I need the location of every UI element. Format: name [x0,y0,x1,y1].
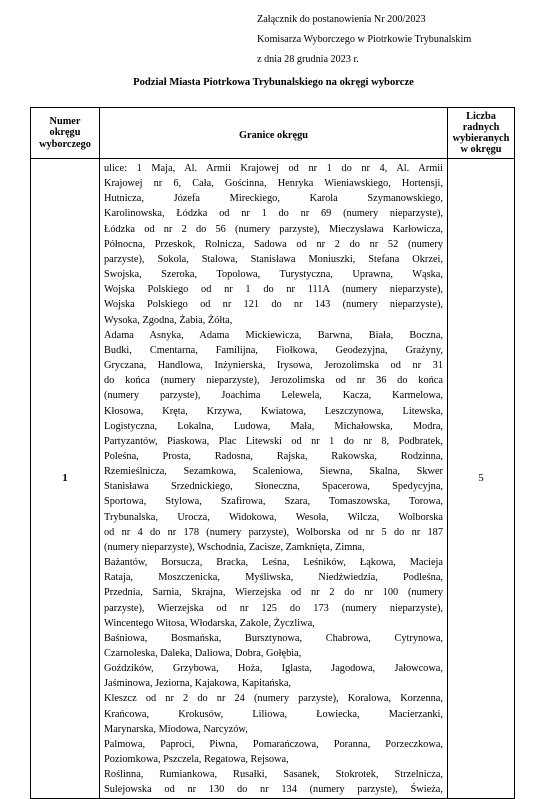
boundary-text [104,161,443,798]
header-line: w okręgu [460,144,502,156]
header-line: Numer [49,116,81,128]
header-councillors-count [448,108,515,159]
district-number: 1 [31,159,100,799]
boundary-line: Stanisława Srzednickiego, Słoneczna, Spacerowa, Spedycyjna, [104,481,443,493]
boundary-line: Wysoka, Zgodna, Żabia, Żółta, [104,314,233,326]
boundary-line: (numery parzyste), Joachima Lelewela, Kacza, Karmelowa, [104,390,443,402]
boundary-line: Budki, Cmentarna, Familijna, Fiołkowa, Geodezyjna, Grażyny, [104,344,443,356]
boundary-line: Marynarska, Miodowa, Narcyzów, [104,723,248,735]
boundary-line: Łódzka od nr 2 do 56 (numery parzyste), Mieczysława Karłowicza, [104,223,443,235]
boundary-line: Przednia, Sarnia, Skrajna, Wierzejska od nr 2 do nr 100 (numery [104,587,443,599]
districts-table [30,107,515,799]
boundary-line: Wojska Polskiego od nr 1 do nr 111A (numery nieparzyste), [104,284,443,296]
boundary-line: Partyzantów, Piaskowa, Plac Litewski od nr 1 do nr 8, Podbratek, [104,435,443,447]
boundary-line: Roślinna, Rumiankowa, Rusałki, Sasanek, Stokrotek, Strzelnicza, [104,769,443,781]
boundary-line: do końca (numery nieparzyste), Jerozolimska od nr 36 do końca [104,375,443,387]
header-boundaries: Granice okręgu [100,108,448,159]
boundary-line: (numery nieparzyste), Wschodnia, Zacisze, Zamknięta, Zimna, [104,541,365,553]
boundary-line: Rataja, Moszczenicka, Myśliwska, Niedźwiedzia, Podleśna, [104,572,443,584]
boundary-line: Sportowa, Stylowa, Szafirowa, Szara, Tomaszowska, Torowa, [104,496,443,508]
header-line: wyborczego [39,138,91,150]
boundary-line: Krajowej nr 6, Cała, Gościnna, Henryka Wieniawskiego, Hortensji, [104,178,443,190]
boundary-line: Swojska, Szeroka, Topolowa, Turystyczna, Uprawna, Wąska, [104,269,443,281]
district-boundaries [100,159,448,799]
boundary-line: Rzemieślnicza, Sezamkowa, Scaleniowa, Siewna, Skalna, Skwer [104,466,443,478]
boundary-line: Czarnoleska, Daleka, Daliowa, Dobra, Gołębia, [104,648,302,659]
boundary-line: Jaśminowa, Jeziorna, Kajakowa, Kapitańska, [104,678,291,690]
boundary-line: Baśniowa, Bosmańska, Bursztynowa, Chabrowa, Cytrynowa, [104,632,443,644]
boundary-line: Poleśna, Prosta, Radosna, Rajska, Rakowska, Rodzinna, [104,450,443,462]
table-header-row [31,108,515,159]
table-row [31,159,515,799]
boundary-line: Logistyczna, Lokalna, Ludowa, Mała, Michałowska, Modra, [104,420,443,432]
boundary-line: Północna, Przeskok, Rolnicza, Sadowa od nr 2 do nr 52 (numery [104,238,443,250]
boundary-line: parzyste), Sokola, Stalowa, Stanisława Moniuszki, Stefana Okrzei, [104,253,443,265]
boundary-line: Gryczana, Handlowa, Inżynierska, Irysowa, Jerozolimska od nr 31 [104,360,443,372]
boundary-line: Poziomkowa, Pszczela, Regatowa, Rejsowa, [104,754,289,766]
header-line: wybieranych [452,133,510,144]
boundary-line: Adama Asnyka, Adama Mickiewicza, Barwna, Biała, Boczna, [104,329,443,341]
boundary-line: Goździków, Grzybowa, Hoża, Iglasta, Jagodowa, Jałowcowa, [104,663,443,675]
issuing-authority: Komisarza Wyborczego w Piotrkowie Trybunalskim [257,34,472,45]
boundary-line: parzyste), Wierzejska od nr 125 do 173 (numery nieparzyste), [104,602,443,614]
document-date: z dnia 28 grudnia 2023 r. [257,54,359,65]
boundary-line: Palmowa, Paproci, Piwna, Pomarańczowa, Poranna, Porzeczkowa, [104,738,443,750]
boundary-line: Wojska Polskiego od nr 121 do nr 143 (numery nieparzyste), [104,299,443,311]
boundary-line: ulice: 1 Maja, Al. Armii Krajowej od nr 1 do nr 4, Al. Armii [104,163,443,174]
document-title: Podział Miasta Piotrkowa Trybunalskiego na okręgi wyborcze [133,77,414,88]
boundary-line: od nr 4 do nr 178 (numery parzyste), Wolborska od nr 5 do nr 187 [104,526,443,538]
header-line: okręgu [49,127,81,139]
boundary-line: Kłosowa, Kręta, Krzywa, Kwiatowa, Leszczynowa, Litewska, [104,405,443,417]
boundary-line: Sulejowska od nr 130 do nr 134 (numery parzyste), Świeża, [104,784,443,796]
header-line: Liczba radnych [462,110,500,133]
boundary-line: Bażantów, Borsucza, Bracka, Leśna, Leśników, Łąkowa, Macieja [104,557,443,569]
boundary-line: Krańcowa, Krokusów, Liliowa, Łowiecka, Macierzanki, [104,708,443,720]
boundary-line: Wincentego Witosa, Włodarska, Zakole, Życzliwa, [104,617,315,629]
boundary-line: Kleszcz od nr 2 do nr 24 (numery parzyste), Koralowa, Korzenna, [104,693,443,705]
header-district-number [31,108,100,159]
boundary-line: Karolinowska, Łódzka od nr 1 do nr 69 (numery nieparzyste), [104,208,443,220]
boundary-line: Hutnicza, Józefa Mireckiego, Karola Szymanowskiego, [104,193,443,205]
boundary-line: Trybunalska, Urocza, Widokowa, Wesoła, Wilcza, Wolborska [104,511,443,523]
attachment-reference: Załącznik do postanowienia Nr 200/2023 [257,14,426,25]
councillors-count: 5 [448,159,515,799]
